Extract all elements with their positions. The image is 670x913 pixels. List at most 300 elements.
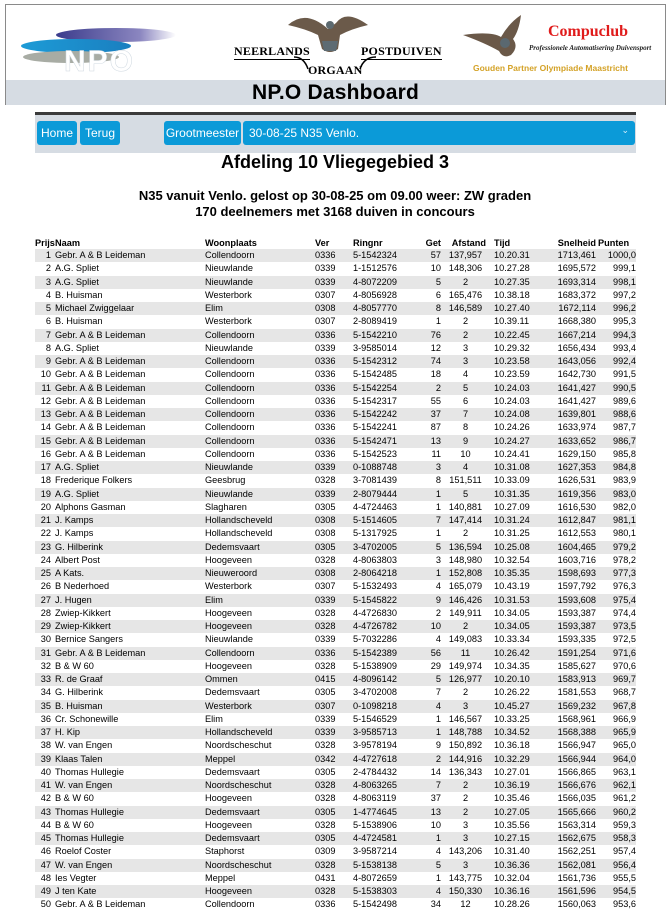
- cell-get: 1: [435, 501, 441, 512]
- cell-prijs: 8: [45, 342, 51, 353]
- cell-afstand: 2: [462, 528, 469, 539]
- cell-snelheid: 1581,553: [557, 687, 596, 698]
- cell-ringnr: 4-8063119: [353, 793, 397, 804]
- cell-prijs: 29: [40, 621, 51, 632]
- cell-punten: 987,7: [613, 422, 636, 433]
- cell-woonplaats: Noordscheschut: [205, 740, 272, 751]
- cell-naam: G. Hilberink: [55, 541, 103, 552]
- table-row: [35, 554, 636, 567]
- cell-ringnr: 0-1088748: [353, 462, 397, 473]
- cell-tijd: 10.36.36: [494, 859, 530, 870]
- cell-prijs: 31: [40, 647, 51, 658]
- cell-tijd: 10.34.52: [494, 727, 530, 738]
- cell-afstand: 4: [462, 369, 469, 380]
- cell-ver: 0328: [315, 475, 336, 486]
- table-row: [35, 885, 636, 898]
- cell-prijs: 18: [40, 475, 51, 486]
- cell-naam: Gebr. A & B Leideman: [55, 899, 146, 910]
- cell-woonplaats: Westerbork: [205, 289, 252, 300]
- cell-naam: Ies Vegter: [55, 872, 97, 883]
- cell-snelheid: 1560,063: [557, 899, 596, 910]
- cell-snelheid: 1591,254: [557, 647, 596, 658]
- cell-snelheid: 1695,572: [557, 263, 596, 274]
- cell-snelheid: 1641,427: [557, 395, 596, 406]
- cell-tijd: 10.24.27: [494, 435, 530, 446]
- cell-snelheid: 1562,081: [557, 859, 596, 870]
- cell-naam: Gebr. A & B Leideman: [55, 329, 146, 340]
- cell-afstand: 149,974: [448, 660, 483, 671]
- cell-afstand: 6: [462, 395, 469, 406]
- table-row: [35, 872, 636, 885]
- cell-afstand: 165,476: [448, 289, 483, 300]
- cell-prijs: 41: [40, 780, 51, 791]
- cell-snelheid: 1562,251: [557, 846, 596, 857]
- compuclub-tagline: Professionele Automatisering Duivensport: [529, 44, 652, 52]
- cell-naam: B. Huisman: [55, 289, 103, 300]
- cell-naam: Gebr. A & B Leideman: [55, 382, 146, 393]
- cell-get: 29: [430, 660, 441, 671]
- cell-ver: 0336: [315, 409, 336, 420]
- cell-get: 8: [435, 303, 441, 314]
- cell-woonplaats: Slagharen: [205, 501, 247, 512]
- table-row: [35, 395, 636, 408]
- cell-punten: 996,2: [613, 303, 636, 314]
- cell-prijs: 28: [40, 607, 51, 618]
- column-header-woonplaats: Woonplaats: [205, 237, 257, 248]
- cell-woonplaats: Elim: [205, 303, 223, 314]
- cell-punten: 981,1: [613, 515, 636, 526]
- cell-naam: Bernice Sangers: [55, 634, 123, 645]
- cell-punten: 988,6: [613, 409, 636, 420]
- table-row: [35, 753, 636, 766]
- cell-ver: 0336: [315, 356, 336, 367]
- cell-ver: 0328: [315, 740, 336, 751]
- release-info: N35 vanuit Venlo. gelost op 30-08-25 om 09.00 weer: ZW graden: [138, 188, 532, 203]
- cell-tijd: 10.24.41: [494, 448, 530, 459]
- cell-afstand: 146,426: [448, 594, 483, 605]
- table-row: [35, 792, 636, 805]
- cell-tijd: 10.23.58: [494, 356, 530, 367]
- cell-punten: 961,2: [613, 793, 636, 804]
- cell-naam: G. Hilberink: [55, 687, 103, 698]
- cell-ver: 0328: [315, 554, 336, 565]
- table-row: [35, 673, 636, 686]
- cell-prijs: 43: [40, 806, 51, 817]
- cell-afstand: 143,775: [448, 872, 483, 883]
- table-row: [35, 620, 636, 633]
- cell-ringnr: 5-1538138: [353, 859, 397, 870]
- cell-tijd: 10.35.46: [494, 793, 530, 804]
- table-row: [35, 594, 636, 607]
- cell-punten: 975,4: [613, 594, 636, 605]
- table-row: [35, 289, 636, 302]
- cell-ringnr: 4-4724463: [353, 501, 397, 512]
- cell-prijs: 39: [40, 753, 51, 764]
- cell-afstand: 152,808: [448, 568, 483, 579]
- cell-naam: Gebr. A & B Leideman: [55, 395, 146, 406]
- cell-tijd: 10.32.29: [494, 753, 530, 764]
- cell-afstand: 150,892: [448, 740, 483, 751]
- cell-ver: 0339: [315, 713, 336, 724]
- cell-get: 2: [435, 753, 441, 764]
- cell-ringnr: 4-8063265: [353, 780, 397, 791]
- cell-woonplaats: Collendoorn: [205, 250, 255, 261]
- cell-tijd: 10.28.26: [494, 899, 530, 910]
- cell-ringnr: 5-1542471: [353, 435, 397, 446]
- cell-woonplaats: Collendoorn: [205, 382, 255, 393]
- cell-ver: 0328: [315, 780, 336, 791]
- cell-prijs: 34: [40, 687, 51, 698]
- race-select-value: 30-08-25 N35 Venlo.: [249, 126, 360, 140]
- cell-get: 1: [435, 568, 441, 579]
- cell-prijs: 50: [40, 899, 51, 910]
- cell-snelheid: 1561,736: [557, 872, 596, 883]
- cell-ringnr: 3-9585713: [353, 727, 397, 738]
- cell-ver: 0415: [315, 674, 336, 685]
- cell-snelheid: 1568,388: [557, 727, 596, 738]
- cell-afstand: 10: [460, 448, 471, 459]
- cell-ringnr: 5-1514605: [353, 515, 397, 526]
- cell-punten: 983,0: [613, 488, 636, 499]
- cell-woonplaats: Westerbork: [205, 316, 252, 327]
- table-row: [35, 488, 636, 501]
- cell-snelheid: 1639,801: [557, 409, 596, 420]
- cell-ver: 0342: [315, 753, 336, 764]
- cell-snelheid: 1656,434: [557, 342, 596, 353]
- cell-punten: 986,7: [613, 435, 636, 446]
- cell-snelheid: 1612,553: [557, 528, 596, 539]
- cell-punten: 962,1: [613, 780, 636, 791]
- cell-woonplaats: Collendoorn: [205, 448, 255, 459]
- race-info: [0, 188, 670, 220]
- cell-ringnr: 1-4774645: [353, 806, 397, 817]
- cell-woonplaats: Hoogeveen: [205, 886, 252, 897]
- cell-prijs: 13: [40, 409, 51, 420]
- table-row: [35, 368, 636, 381]
- cell-woonplaats: Collendoorn: [205, 409, 255, 420]
- cell-afstand: 2: [462, 316, 469, 327]
- cell-ver: 0339: [315, 488, 336, 499]
- table-row: [35, 898, 636, 911]
- cell-prijs: 23: [40, 541, 51, 552]
- cell-tijd: 10.24.08: [494, 409, 530, 420]
- cell-ver: 0339: [315, 594, 336, 605]
- cell-get: 3: [435, 462, 441, 473]
- cell-ver: 0336: [315, 382, 336, 393]
- cell-tijd: 10.23.59: [494, 369, 530, 380]
- table-row: [35, 607, 636, 620]
- cell-get: 18: [430, 369, 441, 380]
- compuclub-partner: Gouden Partner Olympiade Maastricht: [473, 63, 628, 73]
- cell-ver: 0305: [315, 501, 336, 512]
- cell-prijs: 20: [40, 501, 51, 512]
- cell-ver: 0336: [315, 899, 336, 910]
- cell-get: 9: [435, 594, 441, 605]
- cell-punten: 985,8: [613, 448, 636, 459]
- cell-afstand: 150,330: [448, 886, 483, 897]
- table-row: [35, 739, 636, 752]
- cell-naam: J. Kamps: [55, 515, 94, 526]
- cell-ver: 0307: [315, 316, 336, 327]
- cell-get: 13: [430, 806, 441, 817]
- cell-ver: 0307: [315, 581, 336, 592]
- cell-woonplaats: Ommen: [205, 674, 238, 685]
- organ-logo-right: POSTDUIVEN: [361, 44, 442, 58]
- cell-afstand: 151,511: [449, 475, 482, 486]
- cell-prijs: 37: [40, 727, 51, 738]
- cell-afstand: 147,414: [448, 515, 483, 526]
- cell-get: 5: [435, 541, 441, 552]
- cell-ver: 0328: [315, 859, 336, 870]
- cell-naam: B Nederhoed: [55, 581, 110, 592]
- cell-ringnr: 2-8064218: [353, 568, 397, 579]
- cell-woonplaats: Nieuwlande: [205, 462, 254, 473]
- cell-ringnr: 5-1538303: [353, 886, 397, 897]
- cell-naam: Zwiep-Kikkert: [55, 607, 111, 618]
- cell-ver: 0308: [315, 568, 336, 579]
- cell-prijs: 30: [40, 634, 51, 645]
- table-row: [35, 501, 636, 514]
- cell-punten: 965,0: [613, 740, 636, 751]
- cell-ringnr: 4-4727618: [353, 753, 397, 764]
- cell-ringnr: 5-1542242: [353, 409, 397, 420]
- cell-woonplaats: Nieuwlande: [205, 634, 254, 645]
- cell-punten: 970,6: [613, 660, 636, 671]
- cell-snelheid: 1593,608: [557, 594, 596, 605]
- table-row: [35, 302, 636, 315]
- cell-ringnr: 5-1542523: [353, 448, 397, 459]
- cell-afstand: 146,567: [448, 713, 483, 724]
- cell-naam: A.G. Spliet: [55, 263, 99, 274]
- cell-prijs: 15: [40, 435, 51, 446]
- cell-punten: 960,2: [613, 806, 636, 817]
- cell-naam: J. Kamps: [55, 528, 94, 539]
- cell-naam: Michael Zwiggelaar: [55, 303, 135, 314]
- cell-tijd: 10.33.09: [494, 475, 530, 486]
- cell-naam: A Kats.: [55, 568, 85, 579]
- cell-ringnr: 4-8096142: [353, 674, 397, 685]
- cell-get: 56: [430, 647, 441, 658]
- cell-tijd: 10.22.45: [494, 329, 530, 340]
- cell-get: 57: [430, 250, 441, 261]
- organ-logo-bottom: ORGAAN: [308, 63, 363, 77]
- cell-prijs: 22: [40, 528, 51, 539]
- cell-tijd: 10.31.08: [494, 462, 530, 473]
- cell-woonplaats: Hoogeveen: [205, 607, 252, 618]
- cell-ringnr: 5-1542485: [353, 369, 397, 380]
- cell-tijd: 10.24.03: [494, 395, 530, 406]
- home-button[interactable]: Home: [37, 121, 77, 145]
- cell-afstand: 5: [462, 382, 469, 393]
- compuclub-name: Compuclub: [548, 23, 629, 40]
- cell-ringnr: 5-1538909: [353, 660, 397, 671]
- cell-ringnr: 5-1532493: [353, 581, 397, 592]
- cell-ringnr: 3-7081439: [353, 475, 397, 486]
- cell-punten: 957,4: [613, 846, 636, 857]
- cell-ringnr: 2-8089419: [353, 316, 397, 327]
- cell-punten: 993,4: [613, 342, 636, 353]
- table-row: [35, 567, 636, 580]
- toolbar: [35, 115, 636, 153]
- cell-ver: 0336: [315, 250, 336, 261]
- cell-ver: 0307: [315, 700, 336, 711]
- cell-prijs: 38: [40, 740, 51, 751]
- cell-tijd: 10.27.09: [494, 501, 530, 512]
- cell-naam: B. Huisman: [55, 700, 103, 711]
- cell-tijd: 10.34.05: [494, 621, 530, 632]
- cell-naam: A.G. Spliet: [55, 276, 99, 287]
- cell-punten: 972,5: [613, 634, 636, 645]
- cell-prijs: 24: [40, 554, 51, 565]
- cell-tijd: 10.26.22: [494, 687, 530, 698]
- cell-punten: 992,4: [613, 356, 636, 367]
- category-button[interactable]: Grootmeester: [164, 121, 241, 145]
- cell-snelheid: 1568,961: [557, 713, 596, 724]
- cell-get: 4: [435, 581, 441, 592]
- cell-afstand: 3: [462, 859, 469, 870]
- cell-woonplaats: Geesbrug: [205, 475, 246, 486]
- cell-woonplaats: Elim: [205, 594, 223, 605]
- cell-afstand: 3: [462, 342, 469, 353]
- cell-get: 11: [431, 448, 441, 459]
- cell-prijs: 7: [45, 329, 51, 340]
- cell-punten: 999,1: [613, 263, 636, 274]
- cell-prijs: 16: [40, 448, 51, 459]
- cell-snelheid: 1566,944: [557, 753, 596, 764]
- sponsor-logos: [6, 5, 665, 80]
- cell-punten: 973,5: [613, 621, 636, 632]
- cell-punten: 976,3: [613, 581, 636, 592]
- cell-naam: Albert Post: [55, 554, 100, 565]
- table-row: [35, 474, 636, 487]
- cell-afstand: 4: [462, 462, 469, 473]
- cell-afstand: 7: [462, 409, 469, 420]
- table-row: [35, 660, 636, 673]
- cell-get: 12: [430, 342, 441, 353]
- cell-snelheid: 1626,531: [557, 475, 596, 486]
- cell-ringnr: 4-8072659: [353, 872, 397, 883]
- cell-woonplaats: Nieuwlande: [205, 488, 254, 499]
- cell-ver: 0336: [315, 395, 336, 406]
- cell-afstand: 12: [460, 899, 471, 910]
- cell-snelheid: 1597,792: [557, 581, 596, 592]
- cell-ringnr: 3-4702008: [353, 687, 397, 698]
- column-header-ver: Ver: [315, 237, 330, 248]
- cell-ver: 0431: [315, 872, 336, 883]
- cell-ver: 0305: [315, 766, 336, 777]
- back-button[interactable]: Terug: [80, 121, 120, 145]
- cell-ver: 0328: [315, 621, 336, 632]
- cell-tijd: 10.27.01: [494, 766, 530, 777]
- cell-get: 74: [430, 356, 441, 367]
- cell-afstand: 148,306: [448, 263, 483, 274]
- cell-punten: 977,3: [613, 568, 636, 579]
- table-row: [35, 779, 636, 792]
- cell-naam: Thomas Hullegie: [55, 833, 124, 844]
- cell-naam: Thomas Hullegie: [55, 766, 124, 777]
- cell-punten: 967,8: [613, 700, 636, 711]
- cell-snelheid: 1598,693: [557, 568, 596, 579]
- cell-punten: 955,5: [613, 872, 636, 883]
- cell-woonplaats: Staphorst: [205, 846, 245, 857]
- cell-woonplaats: Hollandscheveld: [205, 515, 273, 526]
- cell-woonplaats: Collendoorn: [205, 356, 255, 367]
- cell-woonplaats: Collendoorn: [205, 329, 255, 340]
- cell-woonplaats: Nieuwlande: [205, 276, 254, 287]
- cell-punten: 959,3: [613, 819, 636, 830]
- cell-ver: 0328: [315, 886, 336, 897]
- cell-snelheid: 1612,847: [557, 515, 596, 526]
- cell-ver: 0305: [315, 687, 336, 698]
- cell-prijs: 12: [40, 395, 51, 406]
- table-row: [35, 832, 636, 845]
- cell-prijs: 6: [45, 316, 51, 327]
- table-row: [35, 329, 636, 342]
- cell-naam: A.G. Spliet: [55, 488, 99, 499]
- cell-punten: 963,1: [613, 766, 636, 777]
- cell-naam: A.G. Spliet: [55, 342, 99, 353]
- cell-get: 1: [435, 727, 441, 738]
- cell-snelheid: 1565,666: [557, 806, 596, 817]
- cell-tijd: 10.33.25: [494, 713, 530, 724]
- cell-prijs: 46: [40, 846, 51, 857]
- cell-punten: 966,9: [613, 713, 636, 724]
- race-select[interactable]: [243, 121, 635, 145]
- npo-logo-text: NPO: [64, 45, 136, 78]
- cell-afstand: 144,916: [448, 753, 483, 764]
- cell-naam: Gebr. A & B Leideman: [55, 356, 146, 367]
- cell-naam: Alphons Gasman: [55, 501, 126, 512]
- cell-naam: Zwiep-Kikkert: [55, 621, 111, 632]
- cell-punten: 974,4: [613, 607, 636, 618]
- cell-naam: B & W 60: [55, 793, 94, 804]
- cell-ringnr: 5-7032286: [353, 634, 397, 645]
- cell-ver: 0308: [315, 303, 336, 314]
- cell-ringnr: 4-8056928: [353, 289, 397, 300]
- npo-orgaan-logo: [226, 11, 446, 79]
- table-row: [35, 514, 636, 527]
- cell-prijs: 11: [41, 382, 51, 393]
- cell-woonplaats: Noordscheschut: [205, 859, 272, 870]
- cell-naam: J ten Kate: [55, 886, 97, 897]
- cell-naam: J. Hugen: [55, 594, 92, 605]
- cell-naam: W. van Engen: [55, 859, 113, 870]
- cell-ringnr: 5-1538906: [353, 819, 397, 830]
- cell-ringnr: 4-8072209: [353, 276, 397, 287]
- cell-ringnr: 5-1542498: [353, 899, 397, 910]
- cell-get: 10: [430, 621, 441, 632]
- cell-afstand: 148,980: [448, 554, 483, 565]
- cell-get: 10: [430, 263, 441, 274]
- cell-ver: 0328: [315, 607, 336, 618]
- organ-logo-left: NEERLANDS: [234, 44, 310, 58]
- cell-get: 13: [430, 435, 441, 446]
- cell-naam: Gebr. A & B Leideman: [55, 422, 146, 433]
- cell-tijd: 10.36.18: [494, 740, 530, 751]
- cell-woonplaats: Westerbork: [205, 700, 252, 711]
- flying-pigeon-icon: [461, 13, 541, 61]
- cell-woonplaats: Dedemsvaart: [205, 541, 260, 552]
- cell-tijd: 10.32.04: [494, 872, 530, 883]
- table-row: [35, 355, 636, 368]
- cell-get: 34: [430, 899, 441, 910]
- cell-snelheid: 1683,372: [557, 289, 596, 300]
- cell-ringnr: 3-9578194: [353, 740, 397, 751]
- cell-get: 5: [435, 276, 441, 287]
- cell-snelheid: 1619,356: [557, 488, 596, 499]
- cell-tijd: 10.35.56: [494, 819, 530, 830]
- page-title: NP.O Dashboard: [252, 80, 419, 104]
